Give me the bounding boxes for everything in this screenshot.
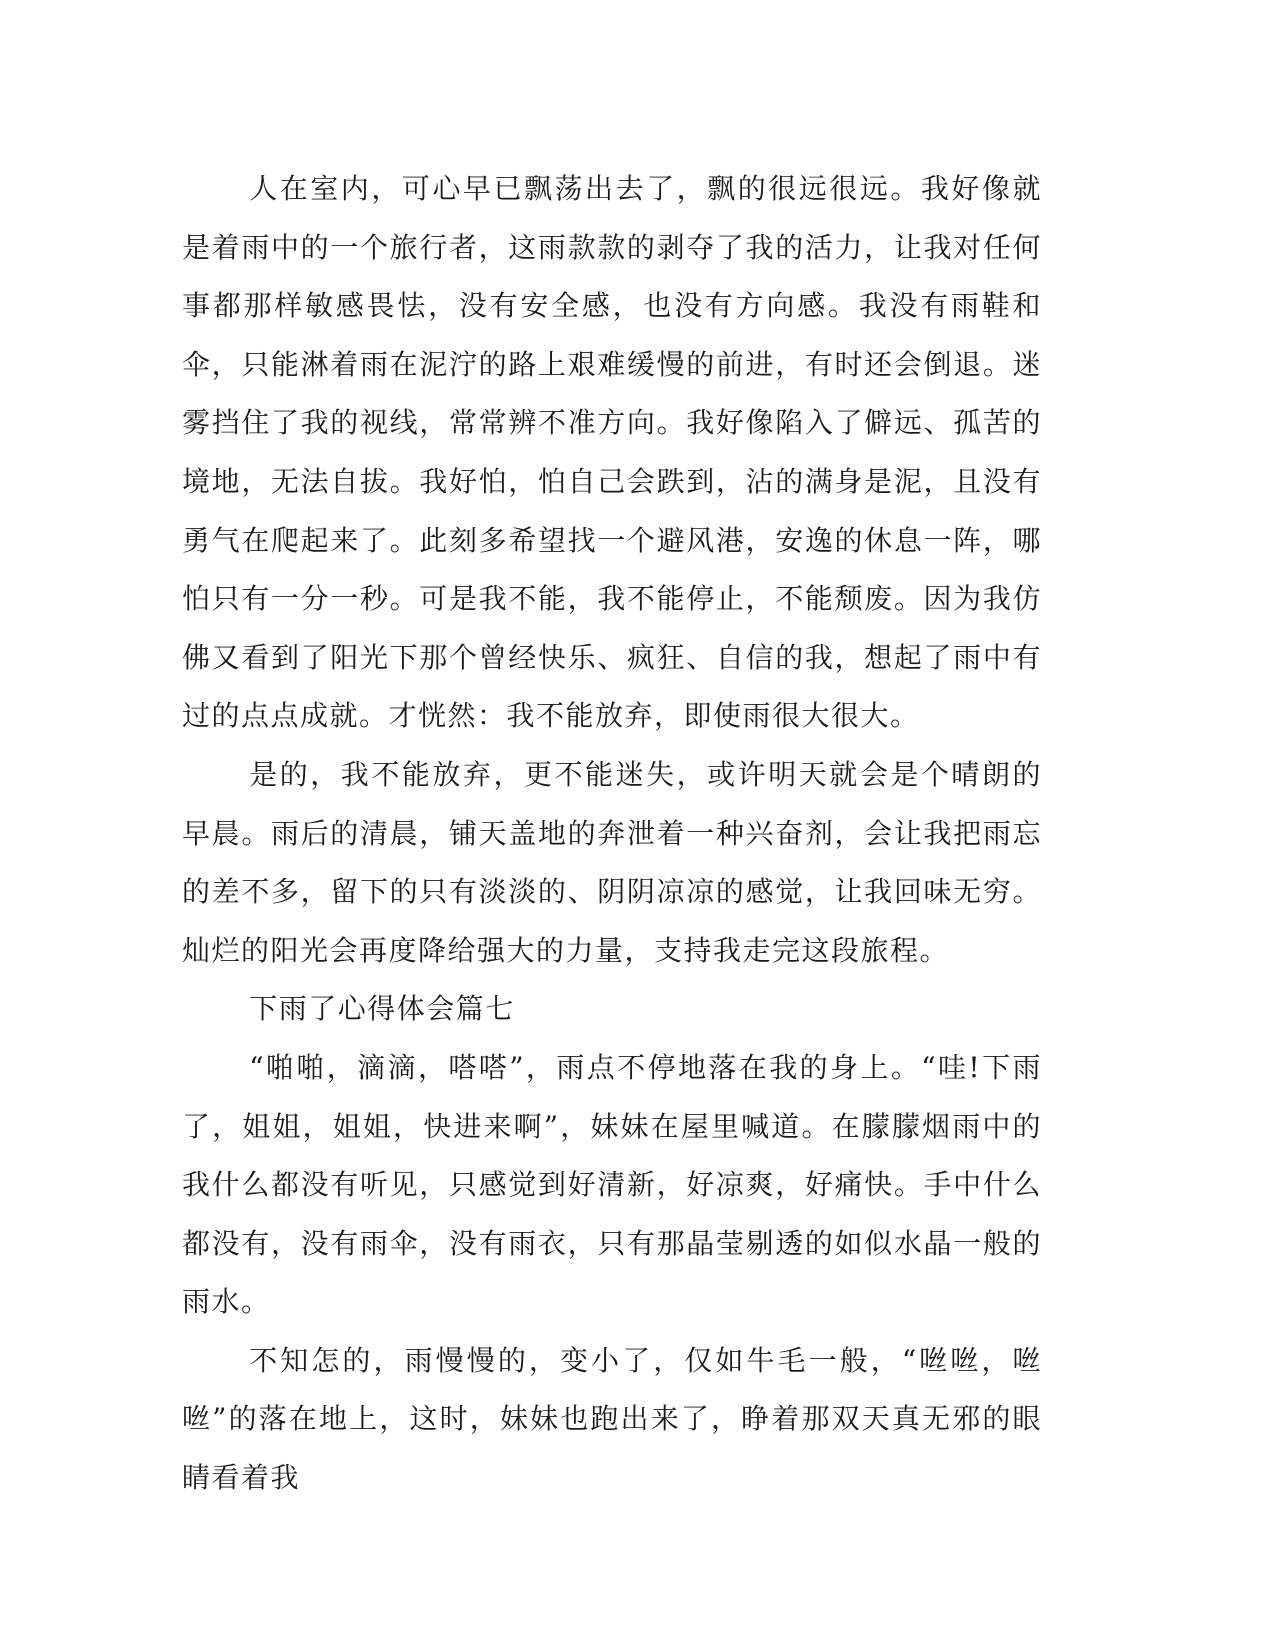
section-heading: 下雨了心得体会篇七 <box>249 992 515 1026</box>
paragraph-raindrops: “啪啪，滴滴，嗒嗒”，雨点不停地落在我的身上。“哇!下雨了，姐姐，姐姐，快进来啊”，妹妹在屋里喊道。在朦朦烟雨中的我什么都没有听见，只感觉到好清新，好凉爽，好痛快。手中什么都没有，没有雨伞，没有雨衣，只有那晶莹剔透的如似水晶一般的雨水。 <box>182 1050 1042 1319</box>
paragraph-drizzle: 不知怎的，雨慢慢的，变小了，仅如牛毛一般，“咝咝，咝咝”的落在地上，这时，妹妹也跑出来了，睁着那双天真无邪的眼睛看着我 <box>182 1343 1042 1495</box>
paragraph-travel-in-rain: 人在室内，可心早已飘荡出去了，飘的很远很远。我好像就是着雨中的一个旅行者，这雨款款的剥夺了我的活力，让我对任何事都那样敏感畏怯，没有安全感，也没有方向感。我没有雨鞋和伞，只能淋着雨在泥泞的路上艰难缓慢的前进，有时还会倒退。迷雾挡住了我的视线，常常辨不准方向。我好像陷入了僻远、孤苦的境地，无法自拔。我好怕，怕自己会跌到，沾的满身是泥，且没有勇气在爬起来了。此刻多希望找一个避风港，安逸的休息一阵，哪怕只有一分一秒。可是我不能，我不能停止，不能颓废。因为我仿佛又看到了阳光下那个曾经快乐、疯狂、自信的我，想起了雨中有过的点点成就。才恍然：我不能放弃，即使雨很大很大。 <box>182 172 1042 733</box>
document-body <box>182 160 1042 1508</box>
paragraph-sunny-morning: 是的，我不能放弃，更不能迷失，或许明天就会是个晴朗的早晨。雨后的清晨，铺天盖地的奔泄着一种兴奋剂，会让我把雨忘的差不多，留下的只有淡淡的、阴阴凉凉的感觉，让我回味无穷。灿烂的阳光会再度降给强大的力量，支持我走完这段旅程。 <box>182 757 1042 967</box>
